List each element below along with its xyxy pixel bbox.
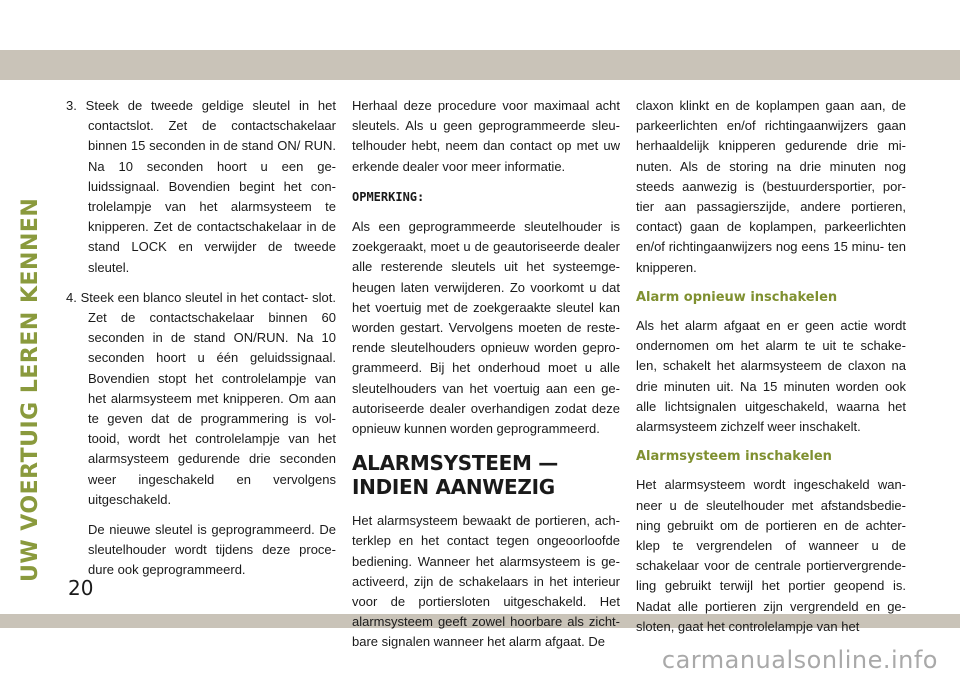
watermark: carmanualsonline.info — [661, 646, 938, 674]
note-label: OPMERKING: — [352, 189, 425, 204]
column-1 — [66, 96, 336, 591]
note-text: Als een geprogrammeerde sleutelhouder is zoekgeraakt, moet u de geautoriseerde dealer alle resterende sleutels uit het systeemge- heugen laten verwijderen. Zo voorkomt u dat het voertuig met de zoekgeraakte sleutel kan worden gestart. Vervolgens moeten de reste- rende sleutelhouders opnieuw worden gepro- grammeerd. Bij het onderhoud moet u alle sleutelhouders van het voertuig aan een ge- autoriseerde dealer overhandigen zodat deze opnieuw kunnen worden geprogrammeerd. — [352, 219, 620, 437]
alarm-continued: claxon klinkt en de koplampen gaan aan, de parkeerlichten en/of richtingaanwijzers gaan herhaaldelijk knipperen gedurende drie mi- nuten. Als de storing na drie minuten nog steeds aanwezig is (bestuurdersportier, por- tier aan passagierszijde, andere portieren, contact) gaan de koplampen, parkeerlichten en/of richtingaanwijzers nog eens 15 minu- ten knipperen. — [636, 98, 906, 275]
alarm-intro: Het alarmsysteem bewaakt de portieren, ach- terklep en het contact tegen ongeoorloofde bediening. Wanneer het alarmsysteem is ge- activeerd, zijn de schakelaars in het interieur voor de portiersloten uitgeschakeld. Het alarmsysteem geeft zowel hoorbare als zicht- bare signalen wanneer het alarm afgaat. De — [352, 513, 620, 650]
page-number: 20 — [68, 576, 94, 600]
arm-text: Het alarmsysteem wordt ingeschakeld wan- neer u de sleutelhouder met afstandsbedie- ning gebruikt om de portieren en de achter- klep te vergrendelen of wanneer u de schakelaar voor de centrale portiervergrende- ling gebruikt terwijl het portier geopend is. Nadat alle portieren zijn vergrendeld en ge- sloten, gaat het controlelampje van het — [636, 477, 906, 634]
programmed-note: De nieuwe sleutel is geprogrammeerd. De sleutelhouder wordt tijdens deze proce- dure ook geprogrammeerd. — [88, 522, 336, 578]
step-3: 3. Steek de tweede geldige sleutel in het contactslot. Zet de contactschakelaar binnen 15 seconden in de stand ON/ RUN. Na 10 seconden hoort u een ge- luidssignaal. Bovendien begint het con- trolelampje van het alarmsysteem te knipperen. Zet de contactschakelaar in de stand LOCK en verwijder de tweede sleutel. — [66, 98, 336, 275]
rearm-text: Als het alarm afgaat en er geen actie wordt ondernomen om het alarm te uit te schake- len, schakelt het alarmsysteem de claxon na drie minuten uit. Na 15 minuten worden ook alle lichtsignalen uitgeschakeld, waarna het alarmsysteem zichzelf weer inschakelt. — [636, 318, 906, 435]
section-heading: ALARMSYSTEEM — INDIEN AANWEZIG — [352, 451, 558, 500]
repeat-paragraph: Herhaal deze procedure voor maximaal acht sleutels. Als u geen geprogrammeerde sleu- telhouder hebt, neem dan contact op met uw erkende dealer voor meer informatie. — [352, 98, 620, 174]
column-2 — [352, 96, 620, 663]
subheading-arm: Alarmsysteem inschakelen — [636, 449, 832, 465]
top-band — [0, 50, 960, 80]
column-3 — [636, 96, 906, 647]
subheading-rearm: Alarm opnieuw inschakelen — [636, 289, 838, 305]
section-side-label: UW VOERTUIG LEREN KENNEN — [17, 197, 43, 582]
step-4: 4. Steek een blanco sleutel in het contact- slot. Zet de contactschakelaar binnen 60 seconden in de stand ON/RUN. Na 10 seconden hoort u één geluidssignaal. Bovendien stopt het controlelampje van het alarmsysteem met knipperen. Om aan te geven dat de programmering is vol- tooid, wordt het controlelampje van het alarmsysteem gedurende drie seconden weer ingeschakeld en vervolgens uitgeschakeld. — [66, 289, 336, 507]
